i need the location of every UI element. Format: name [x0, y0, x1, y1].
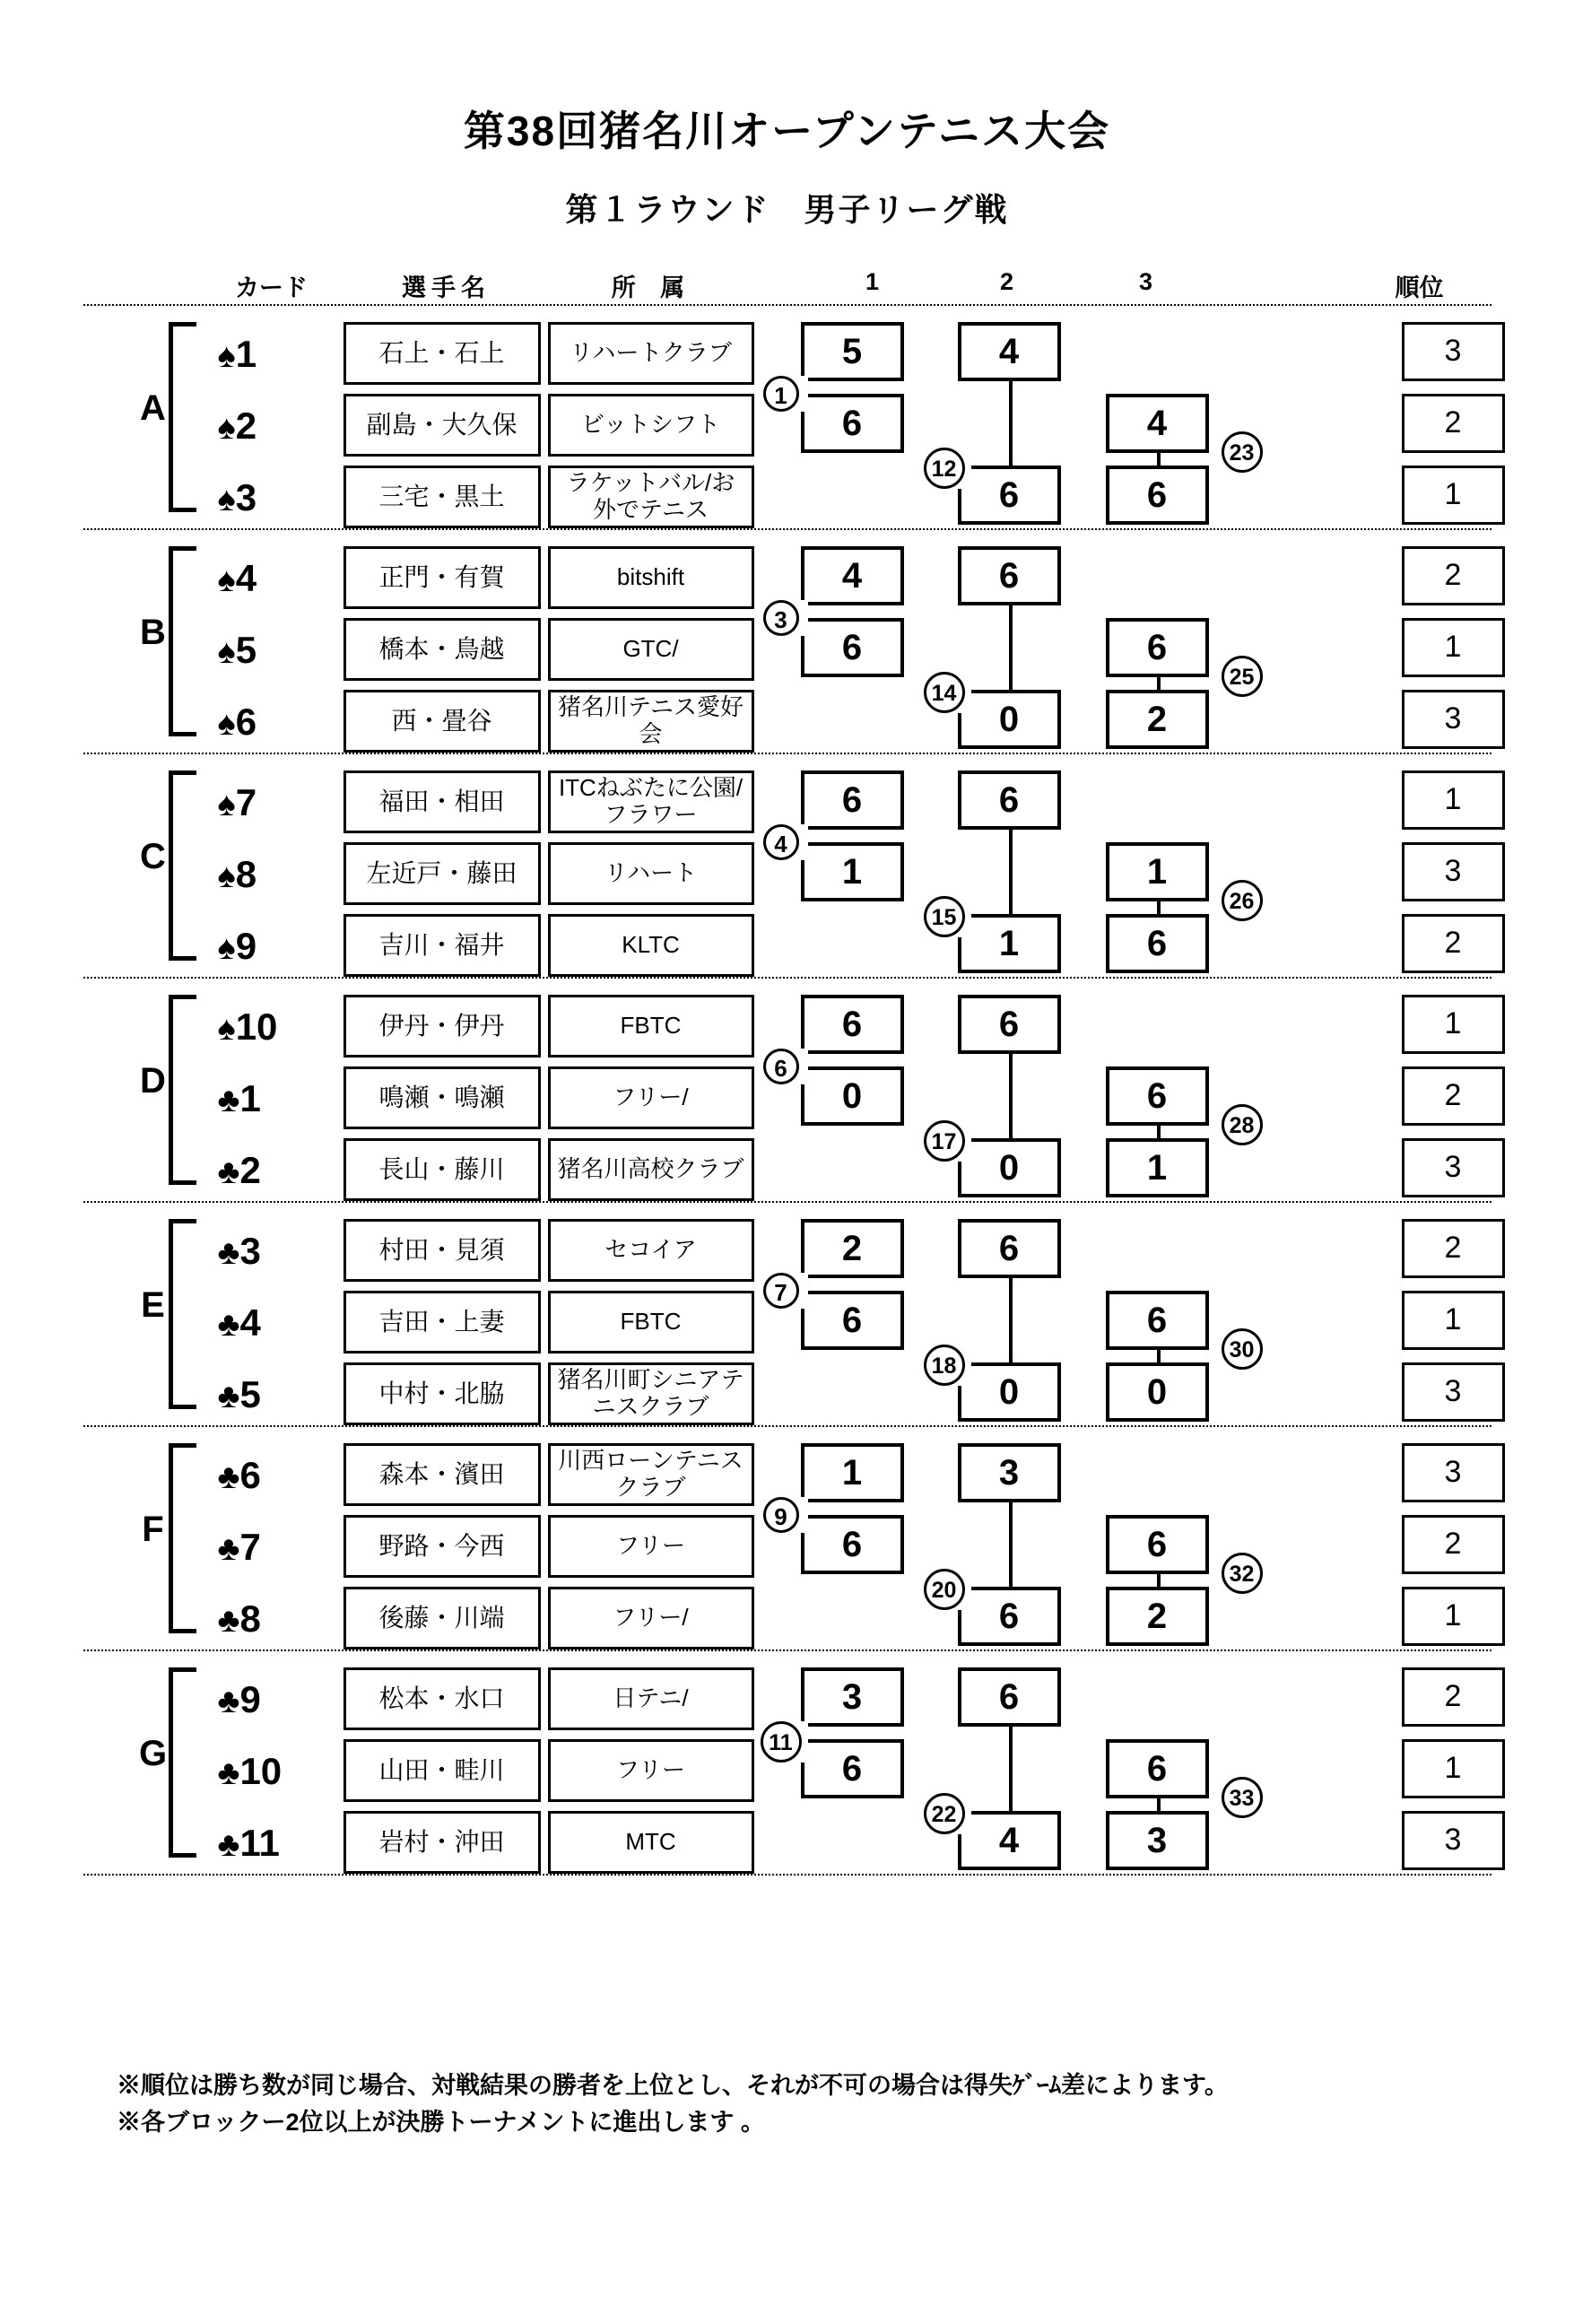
footer-notes: [117, 2067, 1229, 2140]
match-number: [917, 448, 971, 489]
match-number-value: 14: [924, 672, 965, 713]
connector-line-col2: [1009, 1502, 1013, 1587]
match-number: [917, 1120, 971, 1162]
match-number-value: 33: [1222, 1777, 1263, 1818]
connector-line-col3: [1157, 1795, 1161, 1813]
league-block: [83, 977, 1491, 1201]
seed-number: 9: [239, 1678, 261, 1720]
note-line-2: ※各ブロックー2位以上が決勝トーナメントに進出します 。: [117, 2108, 765, 2136]
league-sheet: [83, 268, 1491, 1876]
header-col-3: 3: [1138, 268, 1153, 295]
match-number: [917, 896, 971, 937]
match-number: [754, 1721, 808, 1763]
player-name-cell: 後藤・川端: [343, 1587, 541, 1649]
team-name-cell: FBTC: [548, 1291, 754, 1353]
league-block: [83, 1425, 1491, 1649]
spade-icon: ♠: [217, 481, 236, 518]
header-col-2: 2: [999, 268, 1014, 295]
match-number-value: 20: [924, 1569, 965, 1610]
player-name-cell: 吉田・上妻: [343, 1291, 541, 1353]
score-cell-3: 6: [1106, 618, 1209, 677]
rank-cell: 1: [1402, 466, 1505, 525]
match-number: [754, 1049, 808, 1084]
score-cell-2: 0: [958, 690, 1061, 749]
seed-label: [218, 1219, 352, 1284]
player-name-cell: 橋本・鳥越: [343, 618, 541, 681]
seed-number: 8: [239, 1597, 261, 1640]
player-name-cell: 左近戸・藤田: [343, 842, 541, 905]
match-number-value: 28: [1222, 1104, 1263, 1145]
rank-cell: 3: [1402, 842, 1505, 901]
spade-icon: ♠: [217, 786, 236, 823]
connector-line-col2: [1009, 1727, 1013, 1811]
spade-icon: ♠: [217, 1010, 236, 1048]
club-icon: ♣: [217, 1826, 240, 1864]
rank-cell: 3: [1402, 1362, 1505, 1422]
connector-line-col3: [1157, 898, 1161, 916]
spade-icon: ♠: [217, 633, 236, 671]
player-name-cell: 山田・畦川: [343, 1739, 541, 1802]
table-row: [83, 1587, 1491, 1651]
match-number: [917, 1345, 971, 1386]
league-block: [83, 304, 1491, 528]
match-number-value: 15: [924, 896, 965, 937]
column-headers: [83, 268, 1491, 304]
match-number-value: 22: [924, 1793, 965, 1834]
score-cell-3: 6: [1106, 914, 1209, 973]
player-name-cell: 長山・藤川: [343, 1138, 541, 1201]
seed-label: [218, 322, 352, 387]
player-name-cell: 福田・相田: [343, 770, 541, 833]
score-cell-2: 0: [958, 1138, 1061, 1197]
score-cell-3: 2: [1106, 690, 1209, 749]
team-name-cell: フリー: [548, 1739, 754, 1802]
match-number: [1215, 1104, 1269, 1145]
score-cell-1: 6: [801, 1515, 904, 1574]
match-number: [754, 1497, 808, 1533]
seed-label: [218, 1138, 352, 1203]
spade-icon: ♠: [217, 705, 236, 743]
note-line-1: ※順位は勝ち数が同じ場合、対戦結果の勝者を上位とし、それが不可の場合は得失ｹﾞｰﾑ差によります。: [117, 2072, 1229, 2099]
seed-number: 6: [239, 1454, 261, 1496]
club-icon: ♣: [217, 1754, 240, 1792]
score-cell-2: 6: [958, 1667, 1061, 1727]
team-name-cell: フリー/: [548, 1066, 754, 1129]
score-cell-1: 6: [801, 995, 904, 1054]
team-name-cell: ITCねぶたに公園/フラワー: [548, 770, 754, 833]
header-rank: 順位: [1395, 274, 1444, 301]
club-icon: ♣: [217, 1602, 240, 1640]
connector-line-col2: [1009, 830, 1013, 914]
team-name-cell: リハート: [548, 842, 754, 905]
league-block: [83, 1649, 1491, 1876]
score-cell-1: 1: [801, 1443, 904, 1502]
seed-number: 4: [239, 1301, 261, 1344]
spade-icon: ♠: [217, 337, 236, 375]
block-letter: C: [140, 837, 166, 876]
player-name-cell: 岩村・沖田: [343, 1811, 541, 1874]
match-number: [1215, 880, 1269, 921]
team-name-cell: ラケットバル/お外でテニス: [548, 466, 754, 528]
score-cell-3: 6: [1106, 1066, 1209, 1126]
team-name-cell: ビットシフト: [548, 394, 754, 457]
seed-number: 7: [239, 1526, 261, 1568]
club-icon: ♣: [217, 1153, 240, 1191]
score-cell-3: 2: [1106, 1587, 1209, 1646]
team-name-cell: bitshift: [548, 546, 754, 609]
player-name-cell: 野路・今西: [343, 1515, 541, 1578]
page-subtitle: 第１ラウンド 男子リーグ戦: [565, 191, 1009, 228]
match-number: [1215, 1777, 1269, 1818]
match-number-value: 1: [763, 376, 799, 412]
match-number-value: 6: [763, 1049, 799, 1084]
seed-number: 2: [235, 405, 257, 447]
match-number: [1215, 656, 1269, 697]
connector-line-col3: [1157, 674, 1161, 692]
match-number: [754, 824, 808, 860]
seed-label: [218, 1443, 352, 1508]
seed-label: [218, 995, 352, 1059]
league-block: [83, 753, 1491, 977]
player-name-cell: 石上・石上: [343, 322, 541, 385]
seed-label: [218, 842, 352, 907]
player-name-cell: 副島・大久保: [343, 394, 541, 457]
seed-number: 4: [235, 557, 257, 599]
team-name-cell: KLTC: [548, 914, 754, 977]
match-number-value: 17: [924, 1120, 965, 1162]
seed-number: 6: [235, 701, 257, 743]
seed-number: 5: [239, 1373, 261, 1415]
rank-cell: 3: [1402, 322, 1505, 381]
team-name-cell: 猪名川高校クラブ: [548, 1138, 754, 1201]
score-cell-3: 3: [1106, 1811, 1209, 1870]
team-name-cell: FBTC: [548, 995, 754, 1058]
player-name-cell: 西・畳谷: [343, 690, 541, 753]
rank-cell: 1: [1402, 1587, 1505, 1646]
match-number-value: 30: [1222, 1328, 1263, 1370]
score-cell-3: 6: [1106, 466, 1209, 525]
team-name-cell: GTC/: [548, 618, 754, 681]
match-number-value: 3: [763, 600, 799, 636]
player-name-cell: 伊丹・伊丹: [343, 995, 541, 1058]
seed-number: 1: [235, 333, 257, 375]
connector-line-col2: [1009, 605, 1013, 690]
document-page: [0, 99, 1574, 2324]
spade-icon: ♠: [217, 929, 236, 967]
seed-label: [218, 1291, 352, 1355]
match-number-value: 23: [1222, 431, 1263, 473]
seed-label: [218, 1362, 352, 1427]
header-team: 所 属: [611, 274, 694, 301]
blocks-container: [83, 304, 1491, 1876]
rank-cell: 1: [1402, 1739, 1505, 1798]
score-cell-2: 6: [958, 546, 1061, 605]
block-letter: B: [140, 613, 166, 652]
score-cell-1: 6: [801, 394, 904, 453]
score-cell-2: 6: [958, 466, 1061, 525]
score-cell-2: 4: [958, 1811, 1061, 1870]
table-row: [83, 1362, 1491, 1427]
team-name-cell: 猪名川町シニアテニスクラブ: [548, 1362, 754, 1425]
seed-number: 3: [235, 476, 257, 518]
block-letter: D: [140, 1061, 166, 1101]
match-number: [917, 672, 971, 713]
rank-cell: 2: [1402, 1667, 1505, 1727]
rank-cell: 3: [1402, 1138, 1505, 1197]
table-row: [83, 914, 1491, 979]
team-name-cell: フリー: [548, 1515, 754, 1578]
player-name-cell: 正門・有賀: [343, 546, 541, 609]
rank-cell: 2: [1402, 394, 1505, 453]
rank-cell: 2: [1402, 1219, 1505, 1278]
rank-cell: 2: [1402, 546, 1505, 605]
spade-icon: ♠: [217, 857, 236, 895]
match-number-value: 25: [1222, 656, 1263, 697]
league-block: [83, 528, 1491, 753]
score-cell-3: 6: [1106, 1515, 1209, 1574]
header-col-1: 1: [865, 268, 880, 295]
seed-number: 10: [235, 1005, 278, 1048]
rank-cell: 3: [1402, 690, 1505, 749]
match-number: [917, 1569, 971, 1610]
seed-label: [218, 394, 352, 458]
rank-cell: 1: [1402, 995, 1505, 1054]
player-name-cell: 村田・見須: [343, 1219, 541, 1282]
table-row: [83, 1811, 1491, 1876]
score-cell-1: 4: [801, 546, 904, 605]
rank-cell: 3: [1402, 1443, 1505, 1502]
club-icon: ♣: [217, 1458, 240, 1496]
score-cell-2: 6: [958, 995, 1061, 1054]
connector-line-col3: [1157, 1122, 1161, 1140]
team-name-cell: リハートクラブ: [548, 322, 754, 385]
connector-line-col2: [1009, 381, 1013, 466]
score-cell-3: 6: [1106, 1739, 1209, 1798]
seed-number: 3: [239, 1230, 261, 1272]
seed-number: 1: [239, 1077, 261, 1119]
match-number: [754, 376, 808, 412]
seed-label: [218, 466, 352, 530]
connector-line-col3: [1157, 1571, 1161, 1589]
seed-number: 11: [239, 1822, 280, 1864]
rank-cell: 2: [1402, 914, 1505, 973]
match-number-value: 32: [1222, 1553, 1263, 1594]
seed-number: 10: [239, 1750, 283, 1792]
score-cell-2: 6: [958, 1219, 1061, 1278]
page-title: 第38回猪名川オープンテニス大会: [463, 108, 1111, 154]
seed-label: [218, 1587, 352, 1651]
match-number: [1215, 1328, 1269, 1370]
club-icon: ♣: [217, 1306, 240, 1344]
player-name-cell: 鳴瀬・鳴瀬: [343, 1066, 541, 1129]
block-letter: G: [138, 1734, 168, 1773]
seed-label: [218, 914, 352, 979]
seed-label: [218, 1066, 352, 1131]
club-icon: ♣: [217, 1378, 240, 1415]
score-cell-1: 1: [801, 842, 904, 901]
table-row: [83, 1138, 1491, 1203]
rank-cell: 1: [1402, 618, 1505, 677]
block-letter: A: [140, 388, 166, 428]
match-number-value: 7: [763, 1273, 799, 1309]
score-cell-1: 0: [801, 1066, 904, 1126]
score-cell-1: 3: [801, 1667, 904, 1727]
score-cell-2: 4: [958, 322, 1061, 381]
player-name-cell: 三宅・黒土: [343, 466, 541, 528]
seed-label: [218, 1811, 352, 1876]
seed-label: [218, 546, 352, 611]
match-number: [1215, 431, 1269, 473]
seed-label: [218, 770, 352, 835]
score-cell-3: 1: [1106, 842, 1209, 901]
seed-label: [218, 1515, 352, 1580]
score-cell-3: 6: [1106, 1291, 1209, 1350]
seed-number: 8: [235, 853, 257, 895]
seed-number: 9: [235, 925, 257, 967]
match-number-value: 4: [763, 824, 799, 860]
score-cell-3: 4: [1106, 394, 1209, 453]
player-name-cell: 中村・北脇: [343, 1362, 541, 1425]
rank-cell: 2: [1402, 1066, 1505, 1126]
seed-number: 5: [235, 629, 257, 671]
rank-cell: 2: [1402, 1515, 1505, 1574]
header-player: 選手名: [402, 274, 491, 301]
score-cell-1: 6: [801, 618, 904, 677]
score-cell-2: 3: [958, 1443, 1061, 1502]
score-cell-3: 0: [1106, 1362, 1209, 1422]
rank-cell: 1: [1402, 770, 1505, 830]
team-name-cell: 川西ローンテニスクラブ: [548, 1443, 754, 1506]
header-card: カード: [235, 274, 308, 301]
score-cell-3: 1: [1106, 1138, 1209, 1197]
match-number: [754, 600, 808, 636]
match-number-value: 11: [761, 1721, 802, 1763]
connector-line-col3: [1157, 1346, 1161, 1364]
block-letter: E: [141, 1285, 165, 1325]
block-letter: F: [142, 1510, 164, 1549]
score-cell-1: 6: [801, 1291, 904, 1350]
score-cell-2: 1: [958, 914, 1061, 973]
seed-label: [218, 1739, 352, 1804]
table-row: [83, 690, 1491, 754]
score-cell-2: 0: [958, 1362, 1061, 1422]
team-name-cell: フリー/: [548, 1587, 754, 1649]
club-icon: ♣: [217, 1530, 240, 1568]
team-name-cell: MTC: [548, 1811, 754, 1874]
score-cell-1: 2: [801, 1219, 904, 1278]
spade-icon: ♠: [217, 561, 236, 599]
score-cell-1: 5: [801, 322, 904, 381]
team-name-cell: 日テニ/: [548, 1667, 754, 1730]
player-name-cell: 吉川・福井: [343, 914, 541, 977]
rank-cell: 1: [1402, 1291, 1505, 1350]
match-number: [1215, 1553, 1269, 1594]
spade-icon: ♠: [217, 409, 236, 447]
match-number: [917, 1793, 971, 1834]
score-cell-2: 6: [958, 770, 1061, 830]
match-number-value: 9: [763, 1497, 799, 1533]
rank-cell: 3: [1402, 1811, 1505, 1870]
connector-line-col3: [1157, 449, 1161, 467]
team-name-cell: セコイア: [548, 1219, 754, 1282]
score-cell-2: 6: [958, 1587, 1061, 1646]
match-number-value: 26: [1222, 880, 1263, 921]
league-block: [83, 1201, 1491, 1425]
score-cell-1: 6: [801, 1739, 904, 1798]
connector-line-col2: [1009, 1054, 1013, 1138]
table-row: [83, 466, 1491, 530]
seed-label: [218, 618, 352, 683]
club-icon: ♣: [217, 1683, 240, 1720]
club-icon: ♣: [217, 1234, 240, 1272]
match-number-value: 12: [924, 448, 965, 489]
score-cell-1: 6: [801, 770, 904, 830]
seed-label: [218, 1667, 352, 1732]
player-name-cell: 森本・濱田: [343, 1443, 541, 1506]
seed-number: 7: [235, 781, 257, 823]
match-number: [754, 1273, 808, 1309]
player-name-cell: 松本・水口: [343, 1667, 541, 1730]
team-name-cell: 猪名川テニス愛好会: [548, 690, 754, 753]
match-number-value: 18: [924, 1345, 965, 1386]
club-icon: ♣: [217, 1082, 240, 1119]
connector-line-col2: [1009, 1278, 1013, 1362]
seed-label: [218, 690, 352, 754]
seed-number: 2: [239, 1149, 261, 1191]
